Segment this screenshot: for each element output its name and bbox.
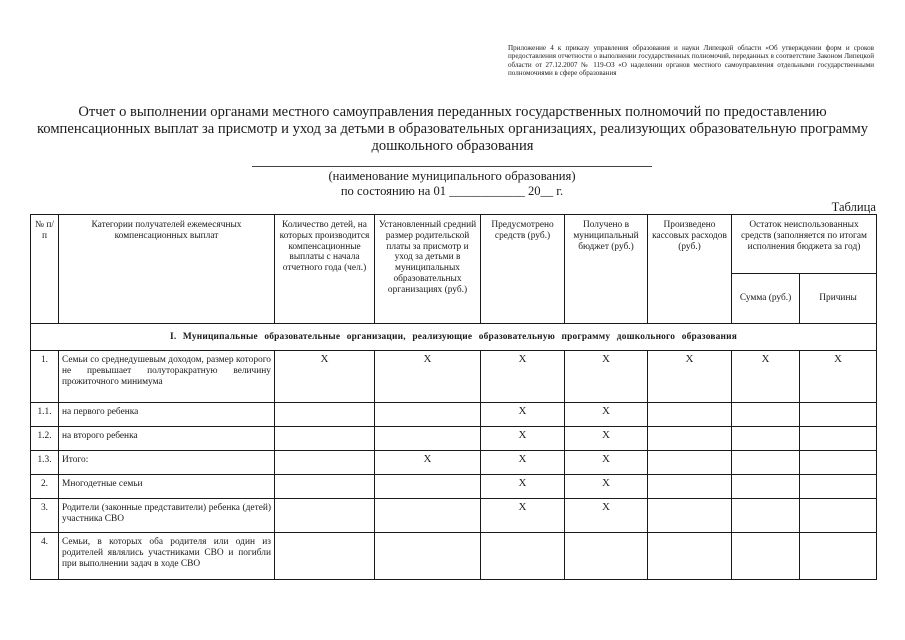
row-num: 1. <box>31 351 59 403</box>
header-remainder: Остаток неиспользованных средств (заполняется по итогам исполнения бюджета за год) <box>732 215 877 274</box>
row-category: Семьи со среднедушевым доходом, размер которого не превышает полуторакратную величину прожиточного минимума <box>59 351 275 403</box>
cell-remainder-sum <box>732 533 800 580</box>
municipality-name-line <box>252 166 652 167</box>
cell-remainder-reasons: X <box>800 351 877 403</box>
cell-planned: X <box>481 475 565 499</box>
row-category: Многодетные семьи <box>59 475 275 499</box>
cell-remainder-reasons <box>800 499 877 533</box>
cell-planned <box>481 533 565 580</box>
report-date-line: по состоянию на 01 ____________ 20__ г. <box>340 184 564 198</box>
cell-received: X <box>565 475 648 499</box>
cell-average-fee: X <box>375 451 481 475</box>
cell-remainder-sum <box>732 499 800 533</box>
cell-received: X <box>565 427 648 451</box>
cell-remainder-sum <box>732 451 800 475</box>
table-row <box>31 475 877 499</box>
cell-planned: X <box>481 403 565 427</box>
section-row <box>31 324 877 351</box>
row-category: на первого ребенка <box>59 403 275 427</box>
cell-remainder-sum <box>732 427 800 451</box>
cell-received: X <box>565 403 648 427</box>
cell-spent <box>648 427 732 451</box>
header-spent: Произведено кассовых расходов (руб.) <box>648 215 732 324</box>
header-average-fee: Установленный средний размер родительской платы за присмотр и уход за детьми в муниципальных образовательных организациях (руб.) <box>375 215 481 324</box>
cell-received: X <box>565 351 648 403</box>
cell-planned: X <box>481 427 565 451</box>
row-num: 1.1. <box>31 403 59 427</box>
row-num: 1.3. <box>31 451 59 475</box>
annex-note: Приложение 4 к приказу управления образования и науки Липецкой области «Об утверждении форм и сроков предоставления отчетности о выполнении государственных полномочий, переданных в соответствие Законом Липецкой области от 27.12.2007 № 119-ОЗ «О наделении органов местного самоуправления отдельными государственными полномочиями в сфере образования <box>508 44 874 78</box>
cell-average-fee <box>375 403 481 427</box>
table-label: Таблица <box>831 200 876 214</box>
table-row <box>31 451 877 475</box>
header-remainder-sum: Сумма (руб.) <box>732 274 800 324</box>
cell-children-count <box>275 533 375 580</box>
header-received: Получено в муниципальный бюджет (руб.) <box>565 215 648 324</box>
cell-spent: X <box>648 351 732 403</box>
row-category: Родители (законные представители) ребенка (детей) участника СВО <box>59 499 275 533</box>
cell-remainder-reasons <box>800 403 877 427</box>
cell-planned: X <box>481 351 565 403</box>
table-row <box>31 403 877 427</box>
cell-average-fee <box>375 499 481 533</box>
cell-remainder-reasons <box>800 427 877 451</box>
cell-average-fee <box>375 427 481 451</box>
cell-spent <box>648 451 732 475</box>
cell-received: X <box>565 451 648 475</box>
table-row <box>31 351 877 403</box>
header-category: Категории получателей ежемесячных компенсационных выплат <box>59 215 275 324</box>
cell-children-count: X <box>275 351 375 403</box>
cell-remainder-reasons <box>800 451 877 475</box>
row-num: 3. <box>31 499 59 533</box>
row-category: Итого: <box>59 451 275 475</box>
cell-remainder-sum: X <box>732 351 800 403</box>
section-title: I. Муниципальные образовательные организации, реализующие образовательную программу дошкольного образования <box>31 324 877 351</box>
municipality-caption: (наименование муниципального образования) <box>328 169 576 183</box>
header-remainder-reasons: Причины <box>800 274 877 324</box>
cell-spent <box>648 475 732 499</box>
row-num: 1.2. <box>31 427 59 451</box>
table-header-row <box>31 215 877 274</box>
header-planned: Предусмотрено средств (руб.) <box>481 215 565 324</box>
cell-spent <box>648 533 732 580</box>
row-num: 2. <box>31 475 59 499</box>
cell-children-count <box>275 427 375 451</box>
cell-children-count <box>275 475 375 499</box>
cell-children-count <box>275 499 375 533</box>
cell-planned: X <box>481 451 565 475</box>
row-category: на второго ребенка <box>59 427 275 451</box>
cell-remainder-reasons <box>800 533 877 580</box>
cell-remainder-sum <box>732 475 800 499</box>
cell-children-count <box>275 451 375 475</box>
cell-received: X <box>565 499 648 533</box>
cell-remainder-reasons <box>800 475 877 499</box>
row-num: 4. <box>31 533 59 580</box>
cell-spent <box>648 499 732 533</box>
cell-average-fee <box>375 533 481 580</box>
cell-spent <box>648 403 732 427</box>
report-table <box>30 214 877 580</box>
cell-average-fee: X <box>375 351 481 403</box>
cell-average-fee <box>375 475 481 499</box>
cell-remainder-sum <box>732 403 800 427</box>
table-row <box>31 427 877 451</box>
cell-received <box>565 533 648 580</box>
header-children-count: Количество детей, на которых производится компенсационные выплаты с начала отчетного года (чел.) <box>275 215 375 324</box>
row-category: Семьи, в которых оба родителя или один из родителей являлись участниками СВО и погибли при выполнении задач в ходе СВО <box>59 533 275 580</box>
header-num: № п/п <box>31 215 59 324</box>
cell-planned: X <box>481 499 565 533</box>
cell-children-count <box>275 403 375 427</box>
table-row <box>31 499 877 533</box>
report-title: Отчет о выполнении органами местного самоуправления переданных государственных полномочий по предоставлению компенсационных выплат за присмотр и уход за детьми в образовательных организациях, реализующих образовательную программу дошкольного образования <box>36 104 869 154</box>
table-row <box>31 533 877 580</box>
